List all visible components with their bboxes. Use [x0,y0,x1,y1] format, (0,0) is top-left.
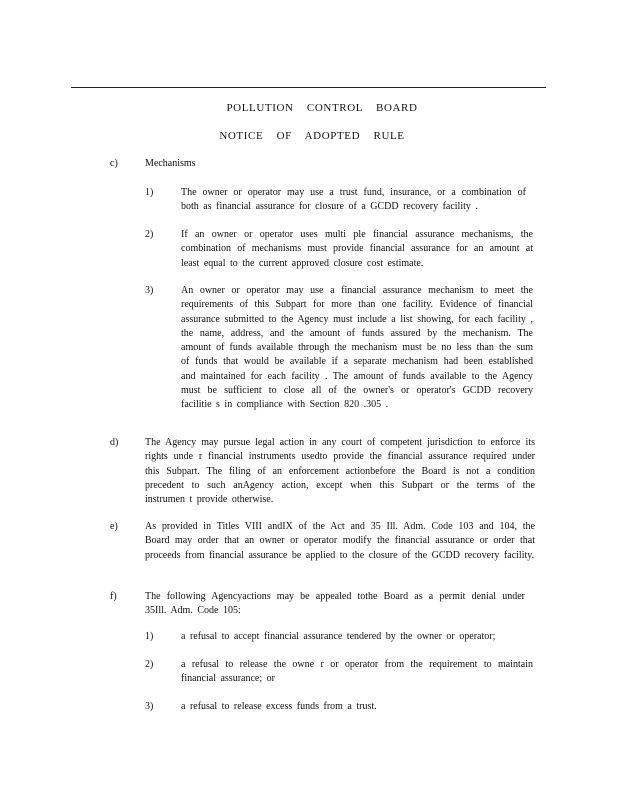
section-label-f: f) [110,591,117,602]
item-label-c1: 1) [145,187,154,198]
section-label-e: e) [110,521,118,532]
header-rule [71,87,546,88]
item-text-c3: An owner or operator may use a financial assurance mechanism to meet the requirements of this Subpart for more than one facility. Evidence of financial assurance submitted to the Agency must include a list showing, for each facility , the name, address, and the amount of funds assured by the mechanism. The amount of funds available through the mechanism must be no less than the sum of funds that would be available if a separate mechanism had been established and maintained for each facility . The amount of funds available to the Agency must be sufficient to close all of the owner's or operator's GCDD recovery facilitie s in compliance with Section 820 .305 . [181,285,533,411]
item-text-c1: The owner or operator may use a trust fund, insurance, or a combination of both as financial assurance for closure of a GCDD recovery facility . [181,187,526,213]
item-text-f1: a refusal to accept financial assurance tendered by the owner or operator; [181,631,496,642]
item-label-c2: 2) [145,229,154,240]
item-text-f2: a refusal to release the owne r or operator from the requirement to maintain financial assurance; or [181,659,533,685]
item-label-c3: 3) [145,285,154,296]
item-label-f2: 2) [145,659,154,670]
item-label-f3: 3) [145,701,154,712]
item-text-c2: If an owner or operator uses multi ple financial assurance mechanisms, the combination of mechanisms must provide financial assurance for an amount at least equal to the current approved closure cost estimate. [181,229,533,269]
item-label-f1: 1) [145,631,154,642]
section-label-d: d) [110,437,119,448]
section-label-c: c) [110,158,118,169]
section-text-e: As provided in Titles VIII andIX of the Act and 35 Ill. Adm. Code 103 and 104, the Board may order that an owner or operator modify the financial assurance or order that proceeds from financial assurance be applied to the closure of the GCDD recovery facility. [145,521,535,561]
section-text-f: The following Agencyactions may be appealed tothe Board as a permit denial under 35Ill. Adm. Code 105: [145,591,525,617]
section-text-d: The Agency may pursue legal action in any court of competent jurisdiction to enforce its rights unde r financial instruments usedto provide the financial assurance required under this Subpart. The filing of an enforcement actionbefore the Board is not a condition precedent to such anAgency action, except when this Subpart or the terms of the instrumen t provide otherwise. [145,437,535,506]
document-title: POLLUTION CONTROL BOARD [226,102,418,114]
section-text-c: Mechanisms [145,158,196,169]
item-text-f3: a refusal to release excess funds from a trust. [181,701,377,712]
document-subtitle: NOTICE OF ADOPTED RULE [219,130,405,142]
